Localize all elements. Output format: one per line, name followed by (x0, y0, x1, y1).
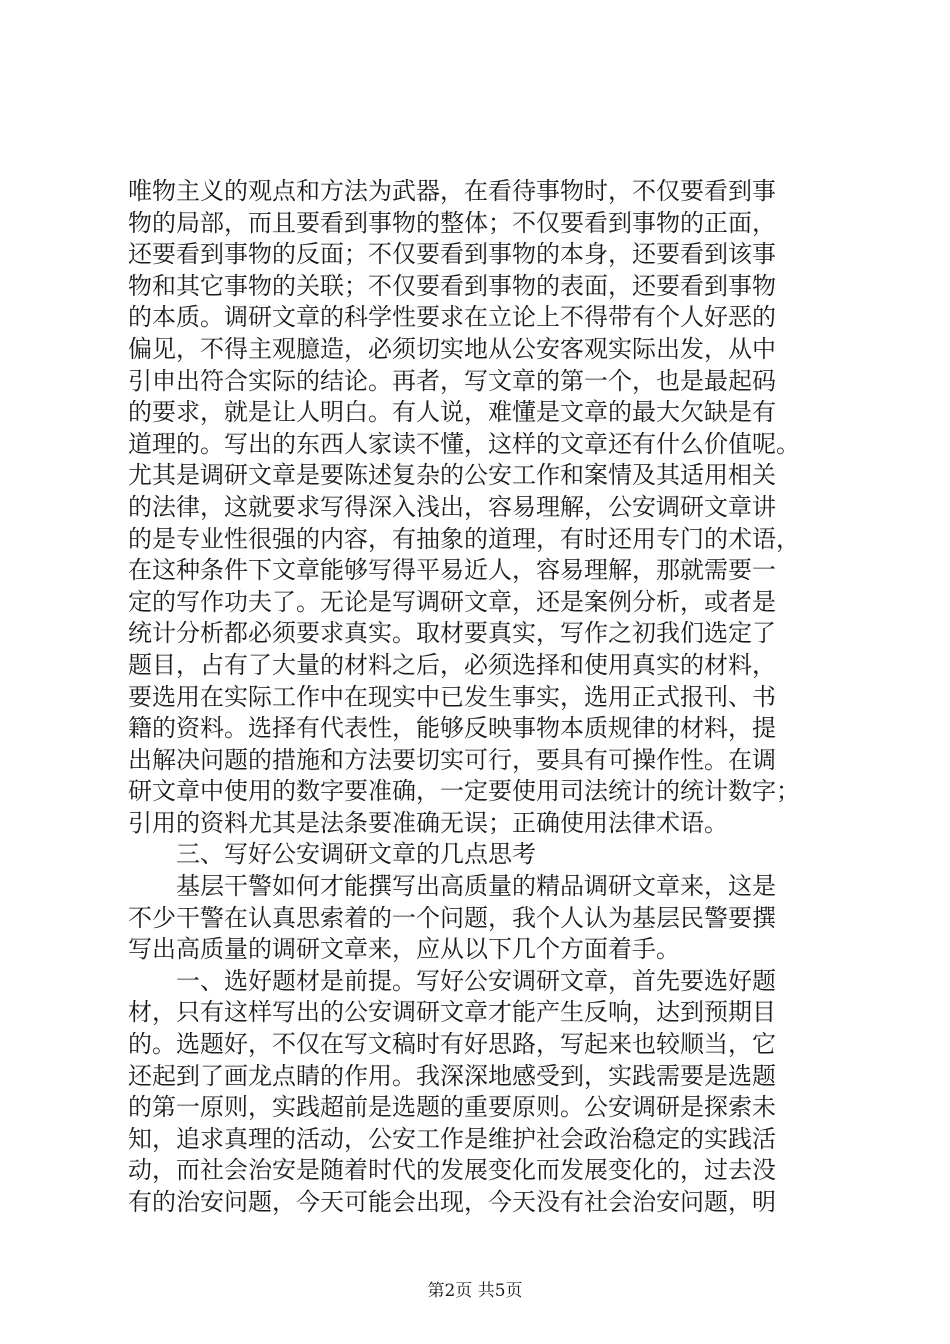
text-line: 出解决问题的措施和方法要切实可行，要具有可操作性。在调 (128, 745, 776, 774)
text-line: 的要求，就是让人明白。有人说，难懂是文章的最大欠缺是有 (128, 398, 776, 427)
text-line: 定的写作功夫了。无论是写调研文章，还是案例分析，或者是 (128, 587, 776, 616)
text-line: 物和其它事物的关联；不仅要看到事物的表面，还要看到事物 (128, 271, 776, 300)
text-line: 的本质。调研文章的科学性要求在立论上不得带有个人好恶的 (128, 303, 776, 332)
text-line: 还要看到事物的反面；不仅要看到事物的本身，还要看到该事 (128, 240, 776, 269)
text-line: 在这种条件下文章能够写得平易近人，容易理解，那就需要一 (128, 556, 776, 585)
text-line: 物的局部，而且要看到事物的整体；不仅要看到事物的正面， (128, 208, 776, 237)
text-line: 题目，占有了大量的材料之后，必须选择和使用真实的材料， (128, 650, 776, 679)
text-line: 要选用在实际工作中在现实中已发生事实，选用正式报刊、书 (128, 682, 776, 711)
text-line: 一、选好题材是前提。写好公安调研文章，首先要选好题 (128, 966, 776, 995)
text-line: 偏见，不得主观臆造，必须切实地从公安客观实际出发，从中 (128, 334, 776, 363)
text-line: 的法律，这就要求写得深入浅出，容易理解，公安调研文章讲 (128, 492, 776, 521)
text-line: 材，只有这样写出的公安调研文章才能产生反响，达到预期目 (128, 998, 776, 1027)
page-footer: 第2页 共5页 (427, 1281, 523, 1301)
text-line: 的。选题好，不仅在写文稿时有好思路，写起来也较顺当，它 (128, 1030, 776, 1059)
text-line: 还起到了画龙点睛的作用。我深深地感受到，实践需要是选题 (128, 1061, 776, 1090)
text-line: 写出高质量的调研文章来，应从以下几个方面着手。 (128, 935, 680, 964)
text-line: 统计分析都必须要求真实。取材要真实，写作之初我们选定了 (128, 619, 776, 648)
text-line: 籍的资料。选择有代表性，能够反映事物本质规律的材料，提 (128, 714, 776, 743)
text-line: 的是专业性很强的内容，有抽象的道理，有时还用专门的术语， (128, 524, 800, 553)
text-line: 有的治安问题，今天可能会出现，今天没有社会治安问题，明 (128, 1188, 776, 1216)
text-line: 动，而社会治安是随着时代的发展变化而发展变化的，过去没 (128, 1156, 776, 1185)
text-line: 三、写好公安调研文章的几点思考 (128, 840, 536, 869)
text-line: 道理的。写出的东西人家读不懂，这样的文章还有什么价值呢。 (128, 429, 800, 458)
text-line: 基层干警如何才能撰写出高质量的精品调研文章来，这是 (128, 872, 776, 901)
text-line: 引申出符合实际的结论。再者，写文章的第一个，也是最起码 (128, 366, 776, 395)
text-line: 知，追求真理的活动，公安工作是维护社会政治稳定的实践活 (128, 1124, 776, 1153)
text-line: 尤其是调研文章是要陈述复杂的公安工作和案情及其适用相关 (128, 461, 776, 490)
text-line: 引用的资料尤其是法条要准确无误；正确使用法律术语。 (128, 808, 728, 837)
text-line: 研文章中使用的数字要准确，一定要使用司法统计的统计数字； (128, 777, 800, 806)
body-text (128, 176, 838, 1219)
text-line: 的第一原则，实践超前是选题的重要原则。公安调研是探索未 (128, 1093, 776, 1122)
text-line: 不少干警在认真思索着的一个问题，我个人认为基层民警要撰 (128, 903, 776, 932)
text-line: 唯物主义的观点和方法为武器，在看待事物时，不仅要看到事 (128, 177, 776, 205)
